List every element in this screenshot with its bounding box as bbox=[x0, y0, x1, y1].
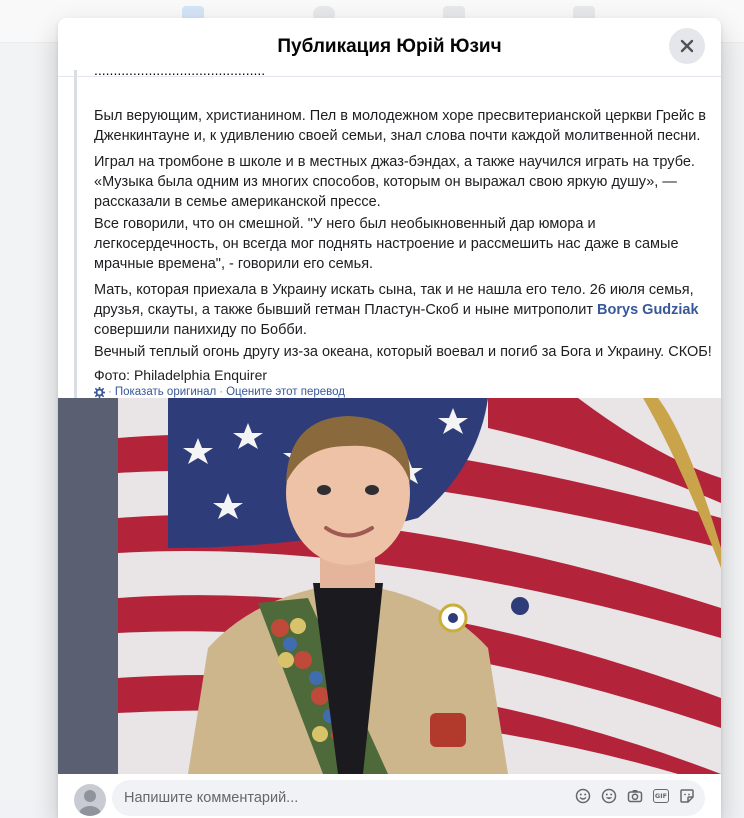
close-button[interactable] bbox=[669, 28, 705, 64]
gear-icon[interactable] bbox=[94, 387, 105, 398]
comment-tools bbox=[575, 788, 695, 804]
photo-button[interactable] bbox=[627, 788, 643, 804]
post-text bbox=[74, 70, 721, 402]
dialog-title: Публикация Юрій Юзич bbox=[277, 36, 502, 57]
post-paragraph: Играл на тромбоне в школе и в местных джаз-бэндах, а также научился играть на трубе. «Музыка была одним из многих способов, которым он выражал свою яркую душу», — рассказали в семье американской прессе. bbox=[94, 154, 695, 210]
gif-icon: GIF bbox=[653, 789, 669, 803]
photo-credit: Фото: Philadelphia Enquirer bbox=[94, 367, 268, 383]
paragraph-text: совершили панихиду по Бобби. bbox=[94, 322, 307, 338]
dialog-header bbox=[58, 18, 721, 77]
post-photo[interactable] bbox=[58, 398, 721, 774]
post-body bbox=[58, 70, 721, 415]
post-paragraph: Был верующим, христианином. Пел в молодежном хоре пресвитерианской церкви Грейс в Дженкинтауне и, к удивлению своей семьи, знал слова почти каждой молитвенной песни. bbox=[94, 108, 706, 144]
avatar[interactable] bbox=[74, 784, 106, 816]
post-dialog bbox=[58, 18, 721, 818]
sticker-button[interactable] bbox=[679, 788, 695, 804]
post-paragraph: Все говорили, что он смешной. "У него был необыкновенный дар юмора и легкосердечность, он всегда мог поднять настроение и рассмешить нас даже в самые мрачные времена", - говорили его семья. bbox=[94, 216, 679, 272]
close-icon bbox=[680, 39, 694, 53]
separator: · bbox=[108, 386, 112, 398]
profile-link[interactable]: Borys Gudziak bbox=[597, 302, 699, 318]
sticker-icon bbox=[679, 788, 695, 804]
emoji-icon bbox=[601, 788, 617, 804]
translation-links bbox=[94, 386, 345, 398]
user-avatar-icon bbox=[74, 784, 106, 816]
scout-portrait-photo bbox=[58, 398, 721, 774]
emoji-button[interactable] bbox=[601, 788, 617, 804]
post-paragraph bbox=[94, 280, 714, 340]
camera-icon bbox=[627, 788, 643, 804]
clipped-text-line: ............................................ bbox=[94, 70, 266, 78]
comment-composer bbox=[58, 774, 721, 818]
paragraph-text: Мать, которая приехала в Украину искать сына, так и не нашла его тело. 26 июля семья, друзья, скауты, а также бывший гетман Пластун-Скоб и ныне митрополит bbox=[94, 282, 694, 318]
separator: · bbox=[219, 386, 224, 398]
sticker-face-icon bbox=[575, 788, 591, 804]
rate-translation-link[interactable]: Оцените этот перевод bbox=[226, 386, 345, 398]
post-paragraph: Вечный теплый огонь другу из-за океана, который воевал и погиб за Бога и Украину. СКОБ! bbox=[94, 344, 712, 360]
show-original-link[interactable]: Показать оригинал bbox=[114, 386, 217, 398]
gif-button[interactable] bbox=[653, 788, 669, 804]
gif-sticker-button[interactable] bbox=[575, 788, 591, 804]
